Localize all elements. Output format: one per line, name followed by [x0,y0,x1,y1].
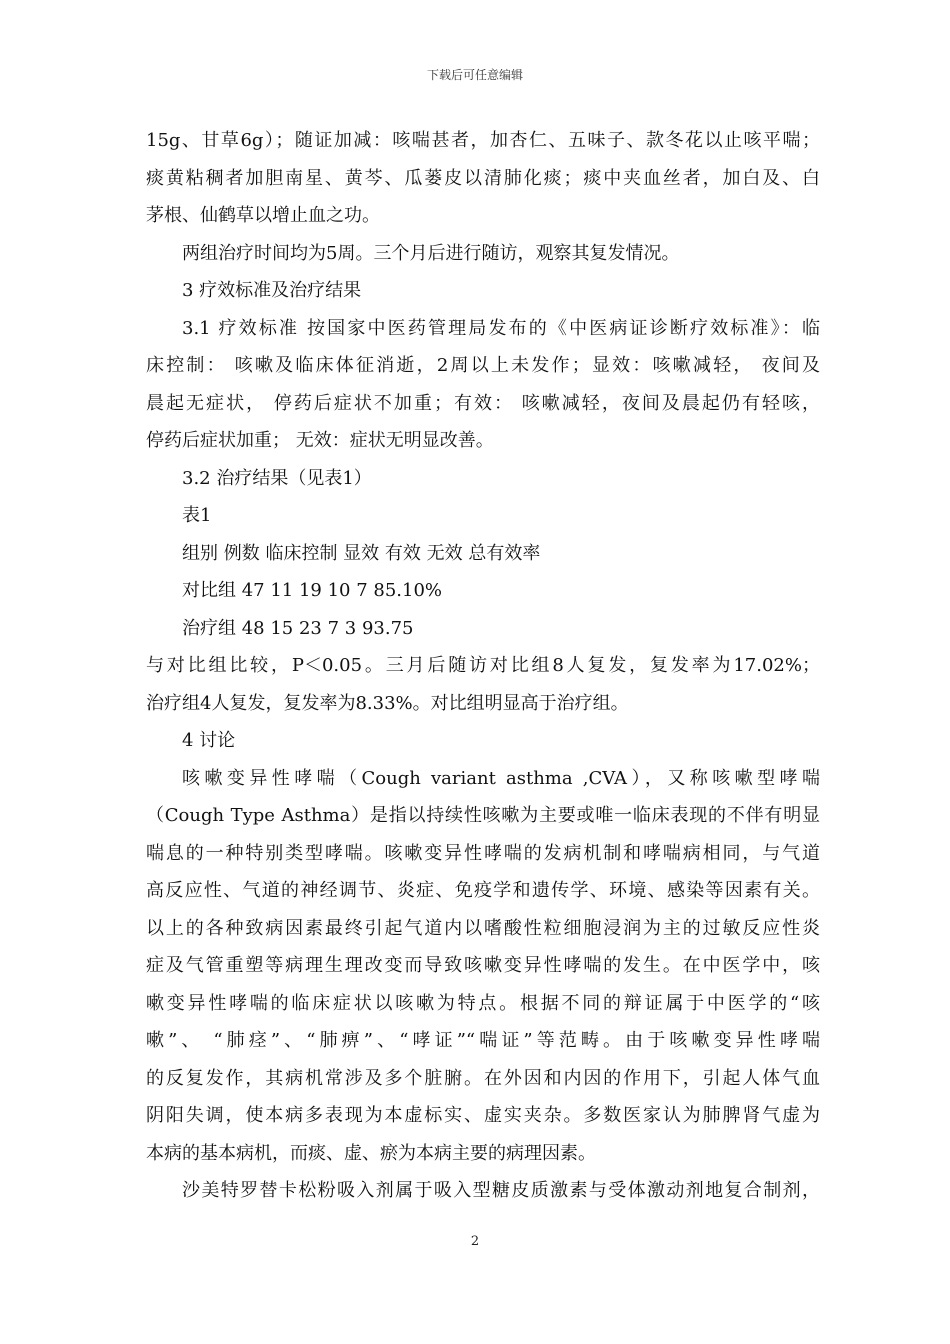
page-number: 2 [470,1234,480,1249]
text-line: 嗽”、 “肺痉”、“肺痹”、“哮证”“喘证”等范畴。由于咳嗽变异性哮喘 [146,1030,820,1051]
text-line: 治疗组4人复发，复发率为8.33%。对比组明显高于治疗组。 [146,692,629,714]
paragraph-efficacy-criteria [146,310,820,460]
text-line: 床控制： 咳嗽及临床体征消逝，2周以上未发作；显效：咳嗽减轻， 夜间及 [146,355,820,376]
text-line: （Cough Type Asthma）是指以持续性咳嗽为主要或唯一临床表现的不伴有明显 [146,805,820,826]
text-line: 晨起无症状， 停药后症状不加重；有效： 咳嗽减轻，夜间及晨起仍有轻咳， [146,392,820,414]
text-line: 茅根、仙鹤草以增止血之功。 [146,205,380,226]
paragraph-herbs [146,122,820,235]
text-line: 沙美特罗替卡松粉吸入剂属于吸入型糖皮质激素与受体激动剂地复合制剂， [182,1180,820,1201]
section-heading-3-2: 3.2 治疗结果（见表1） [182,467,372,489]
paragraph-recurrence [146,647,820,722]
paragraph-salmeterol [146,1172,820,1210]
table-row-treatment: 治疗组 48 15 23 7 3 93.75 [182,617,414,639]
text-line: 与对比组比较，P＜0.05。三月后随访对比组8人复发，复发率为17.02%； [146,655,820,676]
text-line: 阴阳失调，使本病多表现为本虚标实、虚实夹杂。多数医家认为肺脾肾气虚为 [146,1105,820,1126]
text-line: 咳嗽变异性哮喘（Cough variant asthma ,CVA），又称咳嗽型哮喘 [182,767,820,789]
text-line: 高反应性、气道的神经调节、炎症、免疫学和遗传学、环境、感染等因素有关。 [146,880,820,901]
text-line: 本病的基本病机，而痰、虚、瘀为本病主要的病理因素。 [146,1142,596,1164]
text-line: 喘息的一种特别类型哮喘。咳嗽变异性哮喘的发病机制和哮喘病相同，与气道 [146,842,820,864]
text-line: 以上的各种致病因素最终引起气道内以嗜酸性粒细胞浸润为主的过敏反应性炎 [146,917,820,939]
text-line: 的反复发作，其病机常涉及多个脏腑。在外因和内因的作用下，引起人体气血 [146,1067,820,1089]
text-line: 停药后症状加重； 无效：症状无明显改善。 [146,430,494,451]
section-heading-3: 3 疗效标准及治疗结果 [182,280,362,301]
text-line: 嗽变异性哮喘的临床症状以咳嗽为特点。根据不同的辩证属于中医学的“咳 [146,992,820,1014]
text-line: 痰黄粘稠者加胆南星、黄芩、瓜蒌皮以清肺化痰；痰中夹血丝者，加白及、白 [146,167,820,189]
page-header: 下载后可任意编辑 [426,68,523,82]
section-heading-4: 4 讨论 [182,730,236,751]
text-line: 症及气管重塑等病理生理改变而导致咳嗽变异性哮喘的发生。在中医学中，咳 [146,955,820,976]
document-body [146,122,820,1210]
table-caption: 表1 [182,505,212,526]
paragraph-treatment-duration: 两组治疗时间均为5周。三个月后进行随访，观察其复发情况。 [182,242,680,264]
table-header-row: 组别 例数 临床控制 显效 有效 无效 总有效率 [182,542,541,564]
text-line: 3.1 疗效标准 按国家中医药管理局发布的《中医病证诊断疗效标准》：临 [182,317,820,339]
table-row-control: 对比组 47 11 19 10 7 85.10% [182,580,443,601]
paragraph-discussion [146,760,820,1173]
text-line: 15g、甘草6g）；随证加减：咳喘甚者，加杏仁、五味子、款冬花以止咳平喘； [146,130,820,151]
